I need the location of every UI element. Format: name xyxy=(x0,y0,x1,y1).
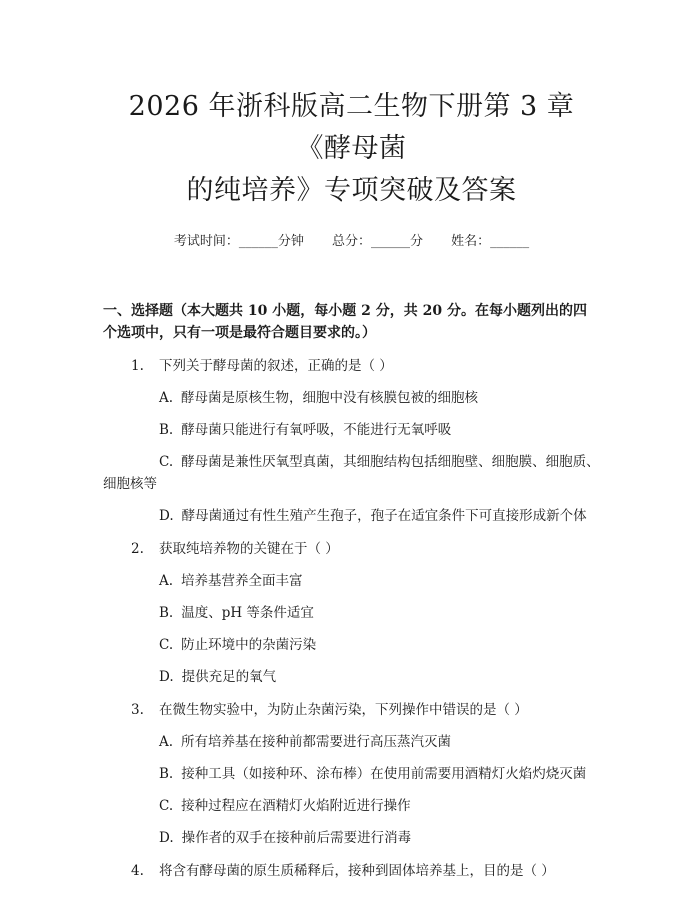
option-text: 接种过程应在酒精灯火焰附近进行操作 xyxy=(181,798,411,814)
student-name: 姓名：______ xyxy=(451,234,530,249)
option-3b xyxy=(103,763,600,785)
question-number: 4. xyxy=(131,863,144,879)
option-letter: B. xyxy=(159,766,174,782)
option-text: 温度、pH 等条件适宜 xyxy=(181,605,314,621)
option-text: 防止环境中的杂菌污染 xyxy=(181,637,317,653)
option-text: 酵母菌是原核生物，细胞中没有核膜包被的细胞核 xyxy=(181,390,479,406)
question-number: 1. xyxy=(131,358,144,374)
question-stem: 在微生物实验中，为防止杂菌污染，下列操作中错误的是（ ） xyxy=(159,702,528,718)
option-3d xyxy=(103,827,600,849)
section-heading: 一、选择题（本大题共 10 小题，每小题 2 分，共 20 分。在每小题列出的四个选项中，只有一项是最符合题目要求的。） xyxy=(103,303,587,341)
option-letter: A. xyxy=(159,390,174,406)
option-letter: B. xyxy=(159,605,174,621)
option-text: 所有培养基在接种前都需要进行高压蒸汽灭菌 xyxy=(181,734,452,750)
option-letter: A. xyxy=(159,573,174,589)
question-stem: 下列关于酵母菌的叙述，正确的是（ ） xyxy=(159,358,393,374)
option-text: 酵母菌通过有性生殖产生孢子，孢子在适宜条件下可直接形成新个体 xyxy=(181,508,587,524)
option-3a xyxy=(103,731,600,753)
question-number: 3. xyxy=(131,702,144,718)
option-text: 培养基营养全面丰富 xyxy=(181,573,303,589)
option-1d xyxy=(103,505,600,527)
option-letter: D. xyxy=(159,669,174,685)
exam-time: 考试时间：______分钟 xyxy=(173,234,304,249)
option-2d xyxy=(103,666,600,688)
question-2 xyxy=(131,538,600,560)
option-letter: D. xyxy=(159,830,174,846)
option-text: 接种工具（如接种环、涂布棒）在使用前需要用酒精灯火焰灼烧灭菌 xyxy=(181,766,587,782)
option-text: 酵母菌只能进行有氧呼吸，不能进行无氧呼吸 xyxy=(181,422,452,438)
option-text: 提供充足的氧气 xyxy=(181,669,277,685)
option-letter: C. xyxy=(159,798,174,814)
option-letter: C. xyxy=(159,637,174,653)
option-text: 酵母菌是兼性厌氧型真菌，其细胞结构包括细胞壁、细胞膜、细胞质、细胞核等 xyxy=(103,454,600,492)
option-2c xyxy=(103,634,600,656)
total-score: 总分：______分 xyxy=(331,234,423,249)
title-line-2: 的纯培养》专项突破及答案 xyxy=(186,175,517,206)
option-2b xyxy=(103,602,600,624)
question-stem: 获取纯培养物的关键在于（ ） xyxy=(159,541,339,557)
exam-meta xyxy=(103,232,600,252)
question-4 xyxy=(131,860,600,882)
question-number: 2. xyxy=(131,541,144,557)
question-1 xyxy=(131,355,600,377)
option-letter: D. xyxy=(159,508,174,524)
option-3c xyxy=(103,795,600,817)
option-1a xyxy=(103,387,600,409)
option-1b xyxy=(103,419,600,441)
question-stem: 将含有酵母菌的原生质稀释后，接种到固体培养基上，目的是（ ） xyxy=(159,863,555,879)
option-letter: A. xyxy=(159,734,174,750)
option-letter: C. xyxy=(159,454,174,470)
option-1c xyxy=(103,451,600,495)
option-letter: B. xyxy=(159,422,174,438)
option-2a xyxy=(103,570,600,592)
title-line-1: 2026 年浙科版高二生物下册第 3 章《酵母菌 xyxy=(128,91,575,164)
question-3 xyxy=(131,699,600,721)
option-text: 操作者的双手在接种前后需要进行消毒 xyxy=(181,830,412,846)
exam-title xyxy=(103,0,600,212)
